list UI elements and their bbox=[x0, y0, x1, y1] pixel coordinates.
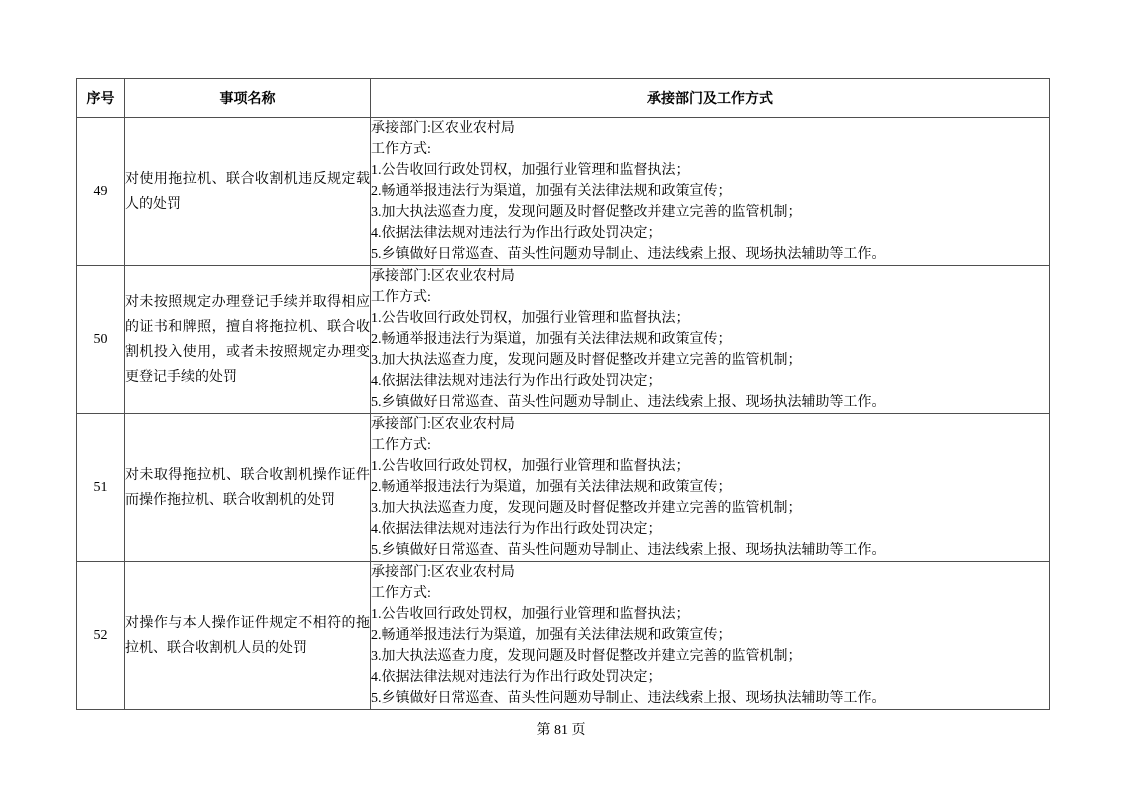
detail-line: 4.依据法律法规对违法行为作出行政处罚决定； bbox=[371, 670, 662, 685]
row-number-cell: 50 bbox=[77, 266, 125, 414]
detail-line: 3.加大执法巡查力度，发现问题及时督促整改并建立完善的监管机制； bbox=[371, 501, 802, 516]
item-name-cell: 对未取得拖拉机、联合收割机操作证件而操作拖拉机、联合收割机的处罚 bbox=[125, 414, 371, 562]
table-header-row bbox=[77, 79, 1050, 118]
department-method-cell bbox=[371, 118, 1050, 266]
detail-line: 3.加大执法巡查力度，发现问题及时督促整改并建立完善的监管机制； bbox=[371, 205, 802, 220]
table-row bbox=[77, 118, 1050, 266]
detail-line: 3.加大执法巡查力度，发现问题及时督促整改并建立完善的监管机制； bbox=[371, 353, 802, 368]
row-number-cell: 51 bbox=[77, 414, 125, 562]
table-row bbox=[77, 562, 1050, 710]
page-number: 第 81 页 bbox=[536, 723, 586, 738]
department-method-cell bbox=[371, 266, 1050, 414]
detail-line: 2.畅通举报违法行为渠道，加强有关法律法规和政策宣传； bbox=[371, 480, 732, 495]
item-name-cell: 对未按照规定办理登记手续并取得相应的证书和牌照，擅自将拖拉机、联合收割机投入使用，或者未按照规定办理变更登记手续的处罚 bbox=[125, 266, 371, 414]
detail-line: 1.公告收回行政处罚权，加强行业管理和监督执法； bbox=[371, 459, 690, 474]
row-number-cell: 52 bbox=[77, 562, 125, 710]
table-row bbox=[77, 414, 1050, 562]
detail-line: 1.公告收回行政处罚权，加强行业管理和监督执法； bbox=[371, 163, 690, 178]
detail-line: 5.乡镇做好日常巡查、苗头性问题劝导制止、违法线索上报、现场执法辅助等工作。 bbox=[371, 543, 886, 558]
column-header-number: 序号 bbox=[77, 79, 125, 118]
detail-line: 5.乡镇做好日常巡查、苗头性问题劝导制止、违法线索上报、现场执法辅助等工作。 bbox=[371, 247, 886, 262]
detail-line: 4.依据法律法规对违法行为作出行政处罚决定； bbox=[371, 374, 662, 389]
detail-line: 工作方式: bbox=[371, 290, 431, 305]
column-header-department-method: 承接部门及工作方式 bbox=[371, 79, 1050, 118]
item-name-cell: 对操作与本人操作证件规定不相符的拖拉机、联合收割机人员的处罚 bbox=[125, 562, 371, 710]
detail-line: 工作方式: bbox=[371, 142, 431, 157]
detail-line: 2.畅通举报违法行为渠道，加强有关法律法规和政策宣传； bbox=[371, 184, 732, 199]
detail-line: 承接部门:区农业农村局 bbox=[371, 121, 515, 136]
table-row bbox=[77, 266, 1050, 414]
detail-line: 4.依据法律法规对违法行为作出行政处罚决定； bbox=[371, 522, 662, 537]
detail-line: 1.公告收回行政处罚权，加强行业管理和监督执法； bbox=[371, 607, 690, 622]
column-header-item-name: 事项名称 bbox=[125, 79, 371, 118]
detail-line: 工作方式: bbox=[371, 438, 431, 453]
row-number-cell: 49 bbox=[77, 118, 125, 266]
department-method-cell bbox=[371, 414, 1050, 562]
department-method-cell bbox=[371, 562, 1050, 710]
undertaking-items-table bbox=[76, 78, 1050, 710]
detail-line: 3.加大执法巡查力度，发现问题及时督促整改并建立完善的监管机制； bbox=[371, 649, 802, 664]
item-name-cell: 对使用拖拉机、联合收割机违反规定载人的处罚 bbox=[125, 118, 371, 266]
detail-line: 承接部门:区农业农村局 bbox=[371, 565, 515, 580]
detail-line: 工作方式: bbox=[371, 586, 431, 601]
detail-line: 2.畅通举报违法行为渠道，加强有关法律法规和政策宣传； bbox=[371, 332, 732, 347]
detail-line: 4.依据法律法规对违法行为作出行政处罚决定； bbox=[371, 226, 662, 241]
detail-line: 5.乡镇做好日常巡查、苗头性问题劝导制止、违法线索上报、现场执法辅助等工作。 bbox=[371, 691, 886, 706]
detail-line: 承接部门:区农业农村局 bbox=[371, 269, 515, 284]
detail-line: 2.畅通举报违法行为渠道，加强有关法律法规和政策宣传； bbox=[371, 628, 732, 643]
detail-line: 5.乡镇做好日常巡查、苗头性问题劝导制止、违法线索上报、现场执法辅助等工作。 bbox=[371, 395, 886, 410]
detail-line: 承接部门:区农业农村局 bbox=[371, 417, 515, 432]
detail-line: 1.公告收回行政处罚权，加强行业管理和监督执法； bbox=[371, 311, 690, 326]
